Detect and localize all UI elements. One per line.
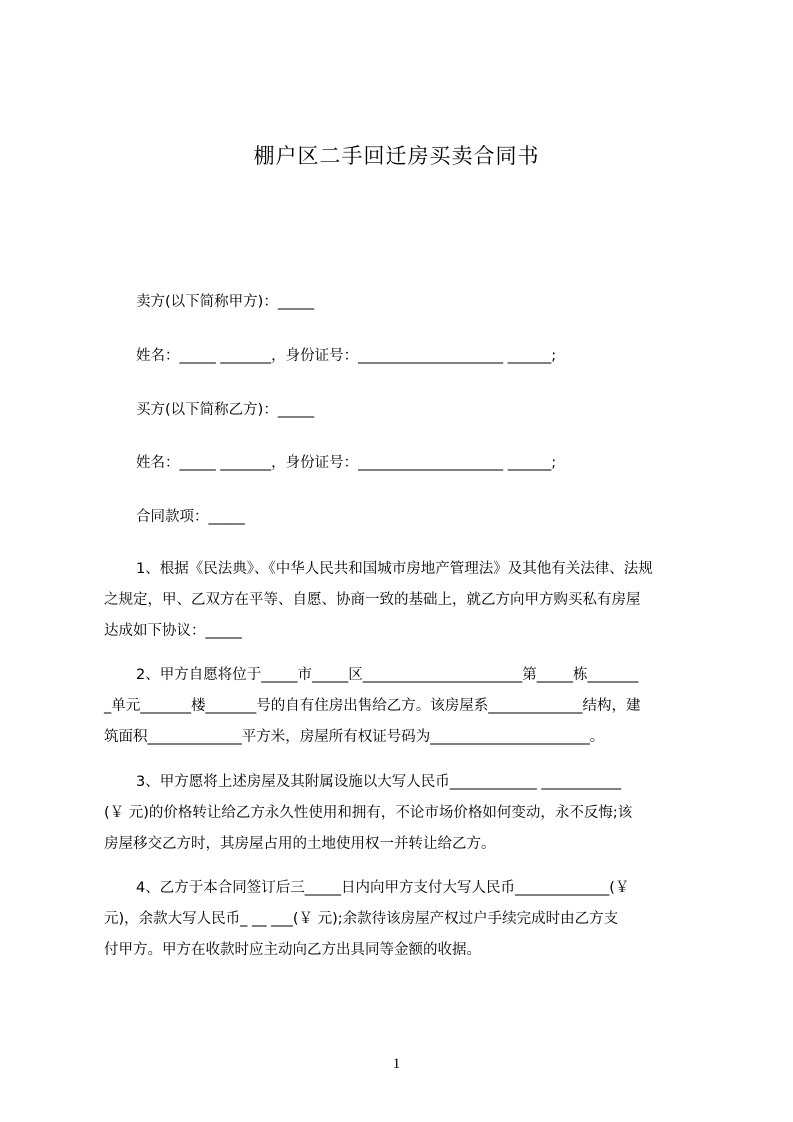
clause-1-line: 达成如下协议：_____ <box>104 623 242 639</box>
contract-items-line: 合同款项：_____ <box>136 509 245 525</box>
clause-2-line: 筑面积_____________平方米，房屋所有权证号码为______________________。 <box>104 729 605 745</box>
clause-3-line: (￥ 元)的价格转让给乙方永久性使用和拥有，不论市场价格如何变动，永不反悔;该 <box>104 805 633 821</box>
clause-4-line: 付甲方。甲方在收款时应主动向乙方出具同等金额的收据。 <box>104 942 481 958</box>
seller-line: 卖方(以下简称甲方)：_____ <box>136 294 315 310</box>
clause-4-line: 4、乙方于本合同签订后三_____日内向甲方支付大写人民币_____________(￥ <box>136 880 630 896</box>
buyer-line: 买方(以下简称乙方)：_____ <box>136 402 315 418</box>
clause-4 <box>104 873 704 966</box>
clause-2-line: 2、甲方自愿将位于_____市_____区______________________第_____栋_______ <box>136 667 639 683</box>
document-title: 棚户区二手回迁房买卖合同书 <box>253 144 540 168</box>
clause-4-line: 元)，余款大写人民币_ __ ___(￥ 元);余款待该房屋产权过户手续完成时由乙方支 <box>104 911 619 927</box>
clause-2-line: _单元_______楼_______号的自有住房出售给乙方。该房屋系_____________结构，建 <box>104 698 641 714</box>
clause-3-line: 房屋移交乙方时，其房屋占用的土地使用权一并转让给乙方。 <box>104 836 496 852</box>
seller-name-line: 姓名：_____ _______，身份证号：____________________ ______; <box>136 348 557 364</box>
clause-1-line: 之规定，甲、乙双方在平等、自愿、协商一致的基础上，就乙方向甲方购买私有房屋 <box>104 592 641 608</box>
clause-1-line: 1、根据《民法典》、《中华人民共和国城市房地产管理法》及其他有关法律、法规 <box>136 561 653 577</box>
clause-1 <box>104 554 704 647</box>
page-number: 1 <box>392 1056 401 1072</box>
clause-3 <box>104 767 704 860</box>
clause-2 <box>104 660 704 753</box>
buyer-name-line: 姓名：_____ _______，身份证号：____________________ ______; <box>136 455 557 471</box>
clause-3-line: 3、甲方愿将上述房屋及其附属设施以大写人民币____________ ___________ <box>136 774 622 790</box>
